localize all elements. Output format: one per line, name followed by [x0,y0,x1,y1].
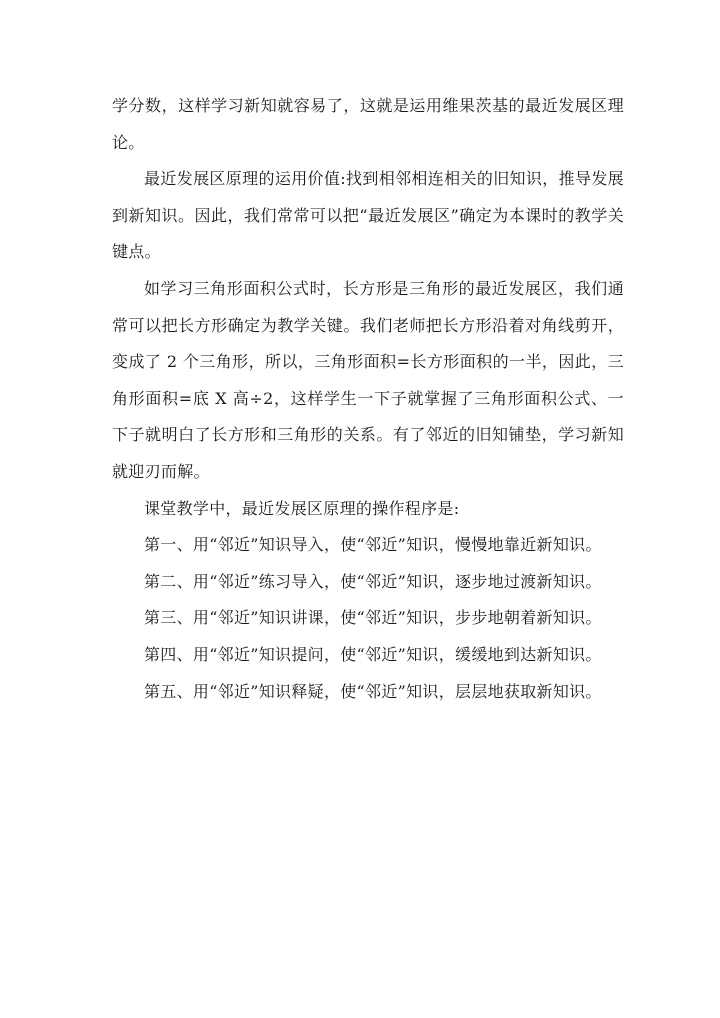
paragraph-5: 第一、用“邻近”知识导入，使“邻近”知识，慢慢地靠近新知识。 [144,535,602,555]
paragraph-1: 学分数，这样学习新知就容易了，这就是运用维果茨基的最近发展区理论。 [112,96,624,152]
document-page [112,88,624,710]
paragraph-6: 第二、用“邻近”练习导入，使“邻近”知识，逐步地过渡新知识。 [144,571,602,591]
paragraph-9: 第五、用“邻近”知识释疑，使“邻近”知识，层层地获取新知识。 [144,681,602,701]
paragraph-3: 如学习三角形面积公式时，长方形是三角形的最近发展区，我们通常可以把长方形确定为教学关键。我们老师把长方形沿着对角线剪开，变成了 2 个三角形，所以，三角形面积=长方形面积的一半，因此，三角形面积=底 X 高÷2，这样学生一下子就掌握了三角形面积公式、一下子就明白了长方形和三角形的关系。有了邻近的旧知铺垫，学习新知就迎刃而解。 [112,278,624,481]
paragraph-4: 课堂教学中，最近发展区原理的操作程序是: [144,498,460,518]
paragraph-7: 第三、用“邻近”知识讲课，使“邻近”知识，步步地朝着新知识。 [144,608,602,628]
paragraph-8: 第四、用“邻近”知识提问，使“邻近”知识，缓缓地到达新知识。 [144,644,602,664]
paragraph-2: 最近发展区原理的运用价值:找到相邻相连相关的旧知识，推导发展到新知识。因此，我们常常可以把“最近发展区”确定为本课时的教学关键点。 [112,169,624,262]
